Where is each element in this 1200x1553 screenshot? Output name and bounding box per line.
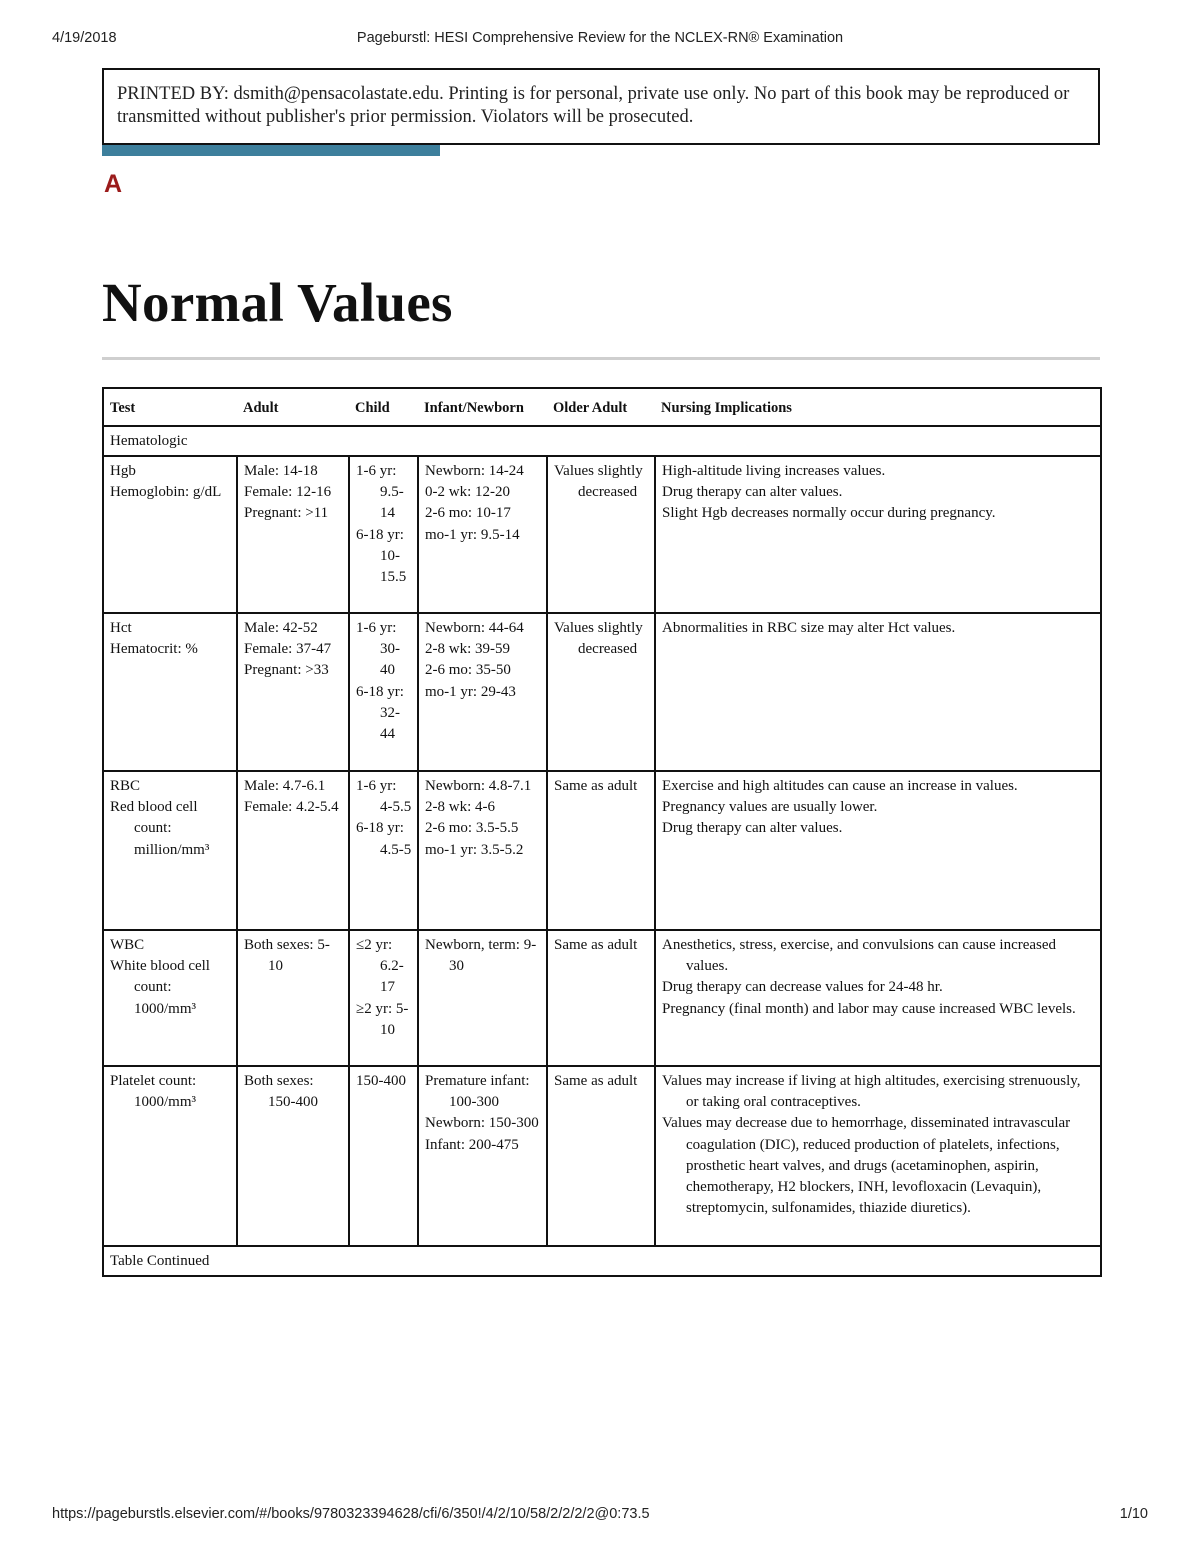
implications-cell bbox=[655, 613, 1101, 771]
cell-line: Female: 37-47 bbox=[244, 641, 332, 658]
cell-line: Female: 4.2-5.4 bbox=[244, 799, 339, 816]
page-url: https://pageburstls.elsevier.com/#/books/9780323394628/cfi/6/350!/4/2/10/58/2/2/2/2@0:73.5 bbox=[52, 1506, 650, 1522]
cell-line: Hemoglobin: g/dL bbox=[110, 484, 222, 501]
implications-cell bbox=[655, 771, 1101, 930]
cell-line: Drug therapy can alter values. bbox=[662, 484, 843, 501]
cell-line: Newborn: 14-24 bbox=[425, 463, 524, 479]
child-cell bbox=[349, 1066, 418, 1246]
infant-cell bbox=[418, 456, 547, 613]
cell-line: Both sexes: 5-10 bbox=[244, 937, 330, 975]
cell-line: Male: 14-18 bbox=[244, 463, 318, 479]
cell-line: Infant: 200-475 bbox=[425, 1136, 519, 1153]
cell-line: Male: 4.7-6.1 bbox=[244, 778, 326, 794]
cell-line: 6-18 yr: 4.5-5 bbox=[356, 820, 412, 858]
child-cell bbox=[349, 771, 418, 930]
older-adult-cell bbox=[547, 613, 655, 771]
cell-line: Same as adult bbox=[554, 937, 638, 953]
cell-line: White blood cell count: 1000/mm³ bbox=[110, 958, 210, 1017]
title-divider bbox=[102, 357, 1100, 360]
cell-line: Newborn: 4.8-7.1 bbox=[425, 778, 532, 794]
cell-line: High-altitude living increases values. bbox=[662, 463, 886, 479]
cell-line: 6-18 yr: 10-15.5 bbox=[356, 526, 407, 586]
column-header: Infant/Newborn bbox=[418, 388, 547, 426]
adult-cell bbox=[237, 1066, 349, 1246]
normal-values-table bbox=[102, 387, 1102, 1277]
cell-line: 2-6 mo: 10-17 bbox=[425, 505, 511, 522]
print-header bbox=[52, 30, 1148, 50]
cell-line: Values slightly decreased bbox=[554, 463, 643, 501]
column-header: Older Adult bbox=[547, 388, 655, 426]
cell-line: 2-8 wk: 39-59 bbox=[425, 641, 510, 658]
cell-line: Drug therapy can alter values. bbox=[662, 820, 843, 837]
child-cell bbox=[349, 930, 418, 1066]
infant-cell bbox=[418, 1066, 547, 1246]
cell-line: Anesthetics, stress, exercise, and convulsions can cause increased values. bbox=[662, 937, 1057, 975]
older-adult-cell bbox=[547, 456, 655, 613]
cell-line: Slight Hgb decreases normally occur during pregnancy. bbox=[662, 505, 996, 522]
accent-bar bbox=[102, 145, 440, 156]
older-adult-cell bbox=[547, 1066, 655, 1246]
test-cell bbox=[103, 771, 237, 930]
cell-line: 2-8 wk: 4-6 bbox=[425, 799, 495, 816]
cell-line: 6-18 yr: 32-44 bbox=[356, 683, 404, 743]
implications-cell bbox=[655, 456, 1101, 613]
cell-line: Pregnant: >11 bbox=[244, 505, 329, 522]
adult-cell bbox=[237, 771, 349, 930]
test-cell bbox=[103, 456, 237, 613]
cell-line: 1-6 yr: 9.5-14 bbox=[356, 463, 404, 522]
page-title: Normal Values bbox=[102, 272, 453, 333]
table-row bbox=[103, 613, 1101, 771]
cell-line: Male: 42-52 bbox=[244, 620, 318, 636]
page-number: 1/10 bbox=[1119, 1506, 1148, 1522]
cell-line: Newborn: 44-64 bbox=[425, 620, 524, 636]
cell-line: Red blood cell count: million/mm³ bbox=[110, 799, 210, 858]
cell-line: WBC bbox=[110, 937, 145, 953]
cell-line: 2-6 mo: 35-50 bbox=[425, 662, 511, 679]
cell-line: Exercise and high altitudes can cause an increase in values. bbox=[662, 778, 1018, 794]
cell-line: Values may decrease due to hemorrhage, disseminated intravascular coagulation (DIC), reduced production of platelets, infections, prosthetic heart valves, and drugs (acetaminophen, aspirin, chemotherapy, H2 blockers, INH, levofloxacin (Levaquin), streptomycin, sulfonamides, thiazide diuretics). bbox=[662, 1115, 1071, 1217]
cell-line: Newborn, term: 9-30 bbox=[425, 937, 537, 975]
cell-line: Pregnancy (final month) and labor may cause increased WBC levels. bbox=[662, 1000, 1076, 1017]
cell-line: Hgb bbox=[110, 463, 136, 479]
test-cell bbox=[103, 930, 237, 1066]
cell-line: Pregnancy values are usually lower. bbox=[662, 799, 878, 816]
cell-line: RBC bbox=[110, 778, 141, 794]
table-row bbox=[103, 1066, 1101, 1246]
column-header: Child bbox=[349, 388, 418, 426]
table-row bbox=[103, 456, 1101, 613]
cell-line: mo-1 yr: 9.5-14 bbox=[425, 526, 520, 543]
cell-line: Platelet count: 1000/mm³ bbox=[110, 1073, 197, 1111]
cell-line: Drug therapy can decrease values for 24-48 hr. bbox=[662, 979, 943, 996]
infant-cell bbox=[418, 930, 547, 1066]
cell-line: Same as adult bbox=[554, 778, 638, 794]
cell-line: Premature infant: 100-300 bbox=[425, 1073, 530, 1111]
cell-line: Newborn: 150-300 bbox=[425, 1115, 539, 1132]
print-header-title: Pageburstl: HESI Comprehensive Review for the NCLEX-RN® Examination bbox=[356, 30, 844, 46]
cell-line: Abnormalities in RBC size may alter Hct values. bbox=[662, 620, 956, 636]
column-header: Nursing Implications bbox=[655, 388, 1101, 426]
infant-cell bbox=[418, 771, 547, 930]
cell-line: Pregnant: >33 bbox=[244, 662, 329, 679]
implications-cell bbox=[655, 1066, 1101, 1246]
column-header: Adult bbox=[237, 388, 349, 426]
section-label: Hematologic bbox=[103, 426, 1101, 456]
section-letter: A bbox=[104, 170, 123, 198]
older-adult-cell bbox=[547, 771, 655, 930]
test-cell bbox=[103, 1066, 237, 1246]
cell-line: mo-1 yr: 3.5-5.2 bbox=[425, 841, 524, 858]
table-footer-row bbox=[103, 1246, 1101, 1276]
cell-line: Values may increase if living at high altitudes, exercising strenuously, or taking oral contraceptives. bbox=[662, 1073, 1081, 1111]
cell-line: mo-1 yr: 29-43 bbox=[425, 683, 516, 700]
older-adult-cell bbox=[547, 930, 655, 1066]
table-row bbox=[103, 771, 1101, 930]
cell-line: Hct bbox=[110, 620, 132, 636]
implications-cell bbox=[655, 930, 1101, 1066]
print-notice: PRINTED BY: dsmith@pensacolastate.edu. Printing is for personal, private use only. No part of this book may be reproduced or transmitted without publisher's prior permission. Violators will be prosecuted. bbox=[102, 68, 1100, 145]
cell-line: ≥2 yr: 5-10 bbox=[356, 1000, 409, 1038]
cell-line: Values slightly decreased bbox=[554, 620, 643, 658]
cell-line: ≤2 yr: 6.2-17 bbox=[356, 937, 404, 996]
print-footer bbox=[52, 1506, 1148, 1526]
cell-line: 150-400 bbox=[356, 1073, 406, 1089]
column-header: Test bbox=[103, 388, 237, 426]
section-row bbox=[103, 426, 1101, 456]
cell-line: Same as adult bbox=[554, 1073, 638, 1089]
adult-cell bbox=[237, 456, 349, 613]
adult-cell bbox=[237, 613, 349, 771]
cell-line: 1-6 yr: 4-5.5 bbox=[356, 778, 412, 816]
cell-line: 1-6 yr: 30-40 bbox=[356, 620, 400, 679]
child-cell bbox=[349, 456, 418, 613]
cell-line: 2-6 mo: 3.5-5.5 bbox=[425, 820, 519, 837]
cell-line: Both sexes: 150-400 bbox=[244, 1073, 318, 1111]
table-header-row bbox=[103, 388, 1101, 426]
cell-line: Hematocrit: % bbox=[110, 641, 198, 658]
cell-line: 0-2 wk: 12-20 bbox=[425, 484, 510, 501]
table-row bbox=[103, 930, 1101, 1066]
cell-line: Female: 12-16 bbox=[244, 484, 332, 501]
test-cell bbox=[103, 613, 237, 771]
adult-cell bbox=[237, 930, 349, 1066]
table-continued-label: Table Continued bbox=[103, 1246, 1101, 1276]
infant-cell bbox=[418, 613, 547, 771]
print-date: 4/19/2018 bbox=[52, 30, 117, 46]
child-cell bbox=[349, 613, 418, 771]
